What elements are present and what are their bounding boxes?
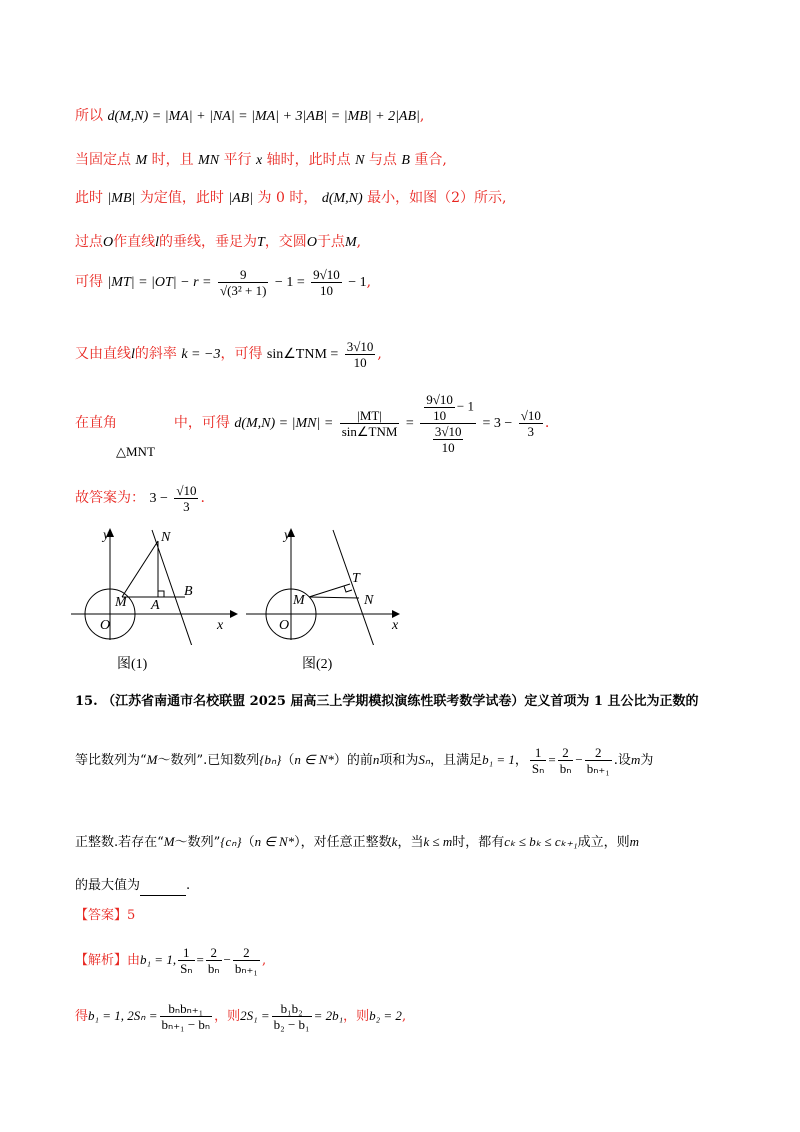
fraction: [345, 339, 376, 370]
numerator: 1: [178, 945, 194, 961]
figure-2: [240, 525, 420, 645]
var-l: l: [155, 235, 160, 250]
expression: b₁ = 1, 2Sₙ =: [88, 1008, 158, 1023]
text: 故答案为：: [75, 490, 145, 506]
numerator: √10: [176, 482, 197, 498]
text: 平行: [223, 152, 252, 168]
right-angle-mark: [158, 591, 164, 597]
text: 项和为: [379, 753, 419, 768]
text: 过点: [75, 234, 103, 250]
fraction: [218, 267, 269, 298]
denominator: bₙ: [207, 961, 220, 976]
label-A: A: [151, 598, 160, 613]
text: ,: [356, 234, 362, 250]
denominator: b₂ − b₁: [273, 1017, 310, 1032]
text: ～数列”.已知数列: [157, 753, 260, 768]
text: 为: [640, 753, 654, 768]
numerator: 3√10: [346, 338, 374, 354]
analysis-line: [75, 940, 266, 981]
text: ，且满足: [430, 753, 483, 768]
question-number: 15.: [75, 694, 98, 709]
var-N: N: [355, 153, 365, 168]
answer-label: 【答案】: [75, 908, 128, 923]
text: ，交圆: [264, 234, 307, 250]
punct: .: [200, 490, 205, 506]
fraction: [311, 267, 342, 298]
var-M: M: [163, 834, 175, 849]
text: 正整数.若存在“: [75, 835, 164, 850]
segment-MN: [122, 541, 158, 597]
distance-equation: d(M,N) = |MA| + |NA| = |MA| + 3|AB| = |MB| + 2|AB|: [107, 109, 420, 124]
fraction: [174, 483, 198, 514]
text: 中，可得: [173, 415, 230, 431]
fraction: [530, 745, 546, 776]
text: 的垂线，垂足为: [159, 234, 258, 250]
var-T: T: [257, 235, 265, 250]
label-M: M: [115, 595, 127, 610]
domain: n ∈ N*: [254, 834, 295, 849]
text: 在直角: [75, 415, 117, 431]
text: （: [241, 835, 255, 850]
denominator: 10: [441, 439, 455, 455]
text: − 1: [348, 275, 367, 290]
text: 为 0 时，: [257, 190, 318, 206]
var-l: l: [131, 347, 135, 362]
punct: ,: [401, 1009, 407, 1024]
label-x: x: [392, 618, 399, 633]
text: − 1: [456, 397, 474, 413]
punct: .: [186, 878, 191, 893]
text: 所以: [75, 108, 103, 124]
numerator: √10: [520, 407, 541, 423]
analysis-line-2: [75, 996, 406, 1037]
fraction: [519, 408, 543, 439]
distance-d: d(M,N): [321, 191, 363, 206]
label-T: T: [352, 571, 360, 586]
numerator: 2: [233, 945, 260, 961]
segment-MN: [309, 597, 359, 598]
question-source: （江苏省南通市名校联盟 2025 届高三上学期模拟演练性联考数学试卷）定义首项为 1 且公比为正数的: [102, 694, 699, 709]
question-15-header: [75, 692, 699, 712]
text: 等比数列为“: [75, 753, 147, 768]
denominator: bₙ₊₁: [586, 761, 610, 776]
right-angle-mark: [344, 586, 352, 592]
text: 3 −: [149, 491, 168, 506]
minus: −: [575, 752, 583, 767]
denominator: 3: [527, 423, 535, 439]
text: 于点: [316, 234, 345, 250]
triangle-label: △MNT: [116, 444, 155, 459]
equals: =: [196, 952, 204, 967]
numerator: 1: [530, 745, 546, 761]
denominator: [420, 424, 476, 455]
text: 时，都有: [452, 835, 505, 850]
numerator: 3√10: [434, 423, 462, 439]
punct: ,: [419, 108, 425, 124]
figure-1-caption: 图(1): [117, 657, 148, 672]
var-O: O: [103, 235, 114, 250]
text: 此时: [75, 190, 103, 206]
var-n: n: [372, 752, 380, 767]
var-MN: MN: [198, 153, 220, 168]
text: 与点: [368, 152, 397, 168]
var-Sn: Sₙ: [418, 752, 431, 767]
var-M: M: [146, 752, 158, 767]
label-O: O: [100, 618, 111, 633]
var-M: M: [344, 235, 357, 250]
label-x: x: [217, 618, 224, 633]
denominator: 10: [353, 354, 367, 370]
expression: 2S₁ =: [240, 1008, 270, 1023]
expression: = 2b₁: [313, 1008, 344, 1023]
fraction: [206, 945, 222, 976]
question-15-line-3: [75, 832, 639, 853]
label-N: N: [161, 530, 171, 545]
x-arrow-icon: [230, 610, 238, 618]
text: ）的前: [333, 753, 373, 768]
slope-value: k = −3: [181, 347, 221, 362]
numerator: b₁b₂: [272, 1001, 312, 1017]
denominator: Sₙ: [180, 961, 193, 976]
domain: n ∈ N*: [294, 752, 334, 767]
text: .设: [613, 753, 631, 768]
text: （: [281, 753, 295, 768]
fraction: [272, 1001, 312, 1032]
fraction: [233, 945, 260, 976]
mt-expression: |MT| = |OT| − r =: [107, 275, 212, 290]
punct: ,: [261, 953, 267, 968]
punct: ,: [366, 274, 372, 290]
question-15-line-2: [75, 740, 653, 781]
text: 轴时，此时点: [266, 152, 351, 168]
label-M: M: [293, 593, 305, 608]
figure-1: [65, 525, 245, 645]
minus: −: [223, 952, 231, 967]
segment-MT: [309, 584, 350, 597]
numerator: |MT|: [340, 408, 400, 424]
text: 成立，则: [577, 835, 630, 850]
equals: =: [405, 416, 414, 431]
text: = 3 −: [482, 416, 513, 431]
condition: k ≤ m: [423, 834, 453, 849]
abs-AB: |AB|: [228, 191, 254, 206]
answer-blank: [140, 881, 186, 896]
denominator: √(3² + 1): [219, 282, 267, 298]
text: ，: [514, 753, 528, 768]
text: 可得: [75, 274, 103, 290]
abs-MB: |MB|: [107, 191, 136, 206]
denominator: bₙ₊₁: [234, 961, 258, 976]
text: 的斜率: [134, 346, 177, 362]
var-M: M: [135, 153, 148, 168]
text: ），对任意正整数: [294, 835, 392, 850]
solution-line-5: [75, 262, 371, 303]
expression: b₂ = 2: [369, 1008, 402, 1023]
condition: b₁ = 1: [482, 752, 515, 767]
text: 重合,: [414, 152, 447, 168]
inequality: cₖ ≤ bₖ ≤ cₖ₊₁: [504, 834, 578, 849]
text: 当固定点: [75, 152, 131, 168]
fraction: [424, 392, 455, 423]
text: 又由直线: [75, 346, 131, 362]
var-m: m: [629, 834, 639, 849]
label-y: y: [284, 528, 291, 543]
solution-line-8: [75, 478, 205, 519]
text: 作直线: [113, 234, 156, 250]
text: 得: [75, 1009, 89, 1024]
denominator: 3: [183, 498, 190, 514]
numerator: 9√10: [426, 391, 453, 407]
distance-expression: d(M,N) = |MN| =: [234, 416, 334, 431]
fraction: [340, 408, 400, 439]
solution-line-2: [75, 150, 447, 171]
text: ，可得: [220, 346, 263, 362]
text: 的最大值为: [75, 878, 141, 893]
sequence-c: {cₙ}: [220, 834, 242, 849]
text: 为定值，此时: [139, 190, 224, 206]
analysis-label: 【解析】: [75, 953, 128, 968]
numerator: bₙbₙ₊₁: [160, 1001, 213, 1017]
denominator: 10: [319, 282, 333, 298]
sin-expression: sin∠TNM =: [266, 347, 339, 362]
label-N: N: [364, 593, 374, 608]
text: ～数列”: [174, 835, 221, 850]
x-arrow-icon: [392, 610, 400, 618]
fraction: [160, 1001, 213, 1032]
numerator: 2: [585, 745, 612, 761]
label-y: y: [103, 528, 110, 543]
var-m: m: [630, 752, 641, 767]
denominator: 10: [433, 407, 447, 423]
figure-2-caption: 图(2): [302, 657, 333, 672]
fraction: [585, 745, 612, 776]
punct: .: [544, 415, 550, 431]
var-B: B: [401, 153, 410, 168]
complex-fraction: [420, 392, 476, 455]
fraction: [178, 945, 194, 976]
text: ，则: [214, 1009, 241, 1024]
fraction: [558, 745, 574, 776]
solution-line-3: [75, 188, 506, 209]
text: 最小，如图（2）所示,: [367, 190, 507, 206]
solution-line-4: [75, 232, 361, 253]
text: 时，且: [151, 152, 194, 168]
fraction: [433, 424, 464, 455]
text: ，当: [397, 835, 424, 850]
text: 由: [127, 953, 141, 968]
text: − 1 =: [274, 275, 305, 290]
denominator: bₙ: [559, 761, 572, 776]
var-k: k: [391, 834, 398, 849]
sequence-b: {bₙ}: [259, 752, 282, 767]
numerator: [420, 392, 476, 424]
text: ，则: [343, 1009, 370, 1024]
answer-line: [75, 906, 135, 926]
var-O: O: [306, 235, 317, 250]
label-O: O: [279, 618, 290, 633]
var-x: x: [255, 153, 263, 168]
solution-line-1: [75, 106, 424, 127]
solution-line-6: [75, 336, 382, 373]
label-B: B: [184, 584, 193, 599]
equals: =: [548, 752, 556, 767]
numerator: 9√10: [313, 266, 340, 282]
numerator: 2: [206, 945, 222, 961]
numerator: 2: [558, 745, 574, 761]
question-15-line-4: [75, 876, 190, 896]
denominator: Sₙ: [531, 761, 545, 776]
denominator: bₙ₊₁ − bₙ: [161, 1017, 211, 1032]
answer-value: 5: [127, 908, 136, 923]
condition: b₁ = 1,: [140, 952, 177, 967]
numerator: 9: [218, 267, 269, 283]
denominator: sin∠TNM: [341, 423, 398, 439]
punct: ,: [377, 346, 382, 362]
